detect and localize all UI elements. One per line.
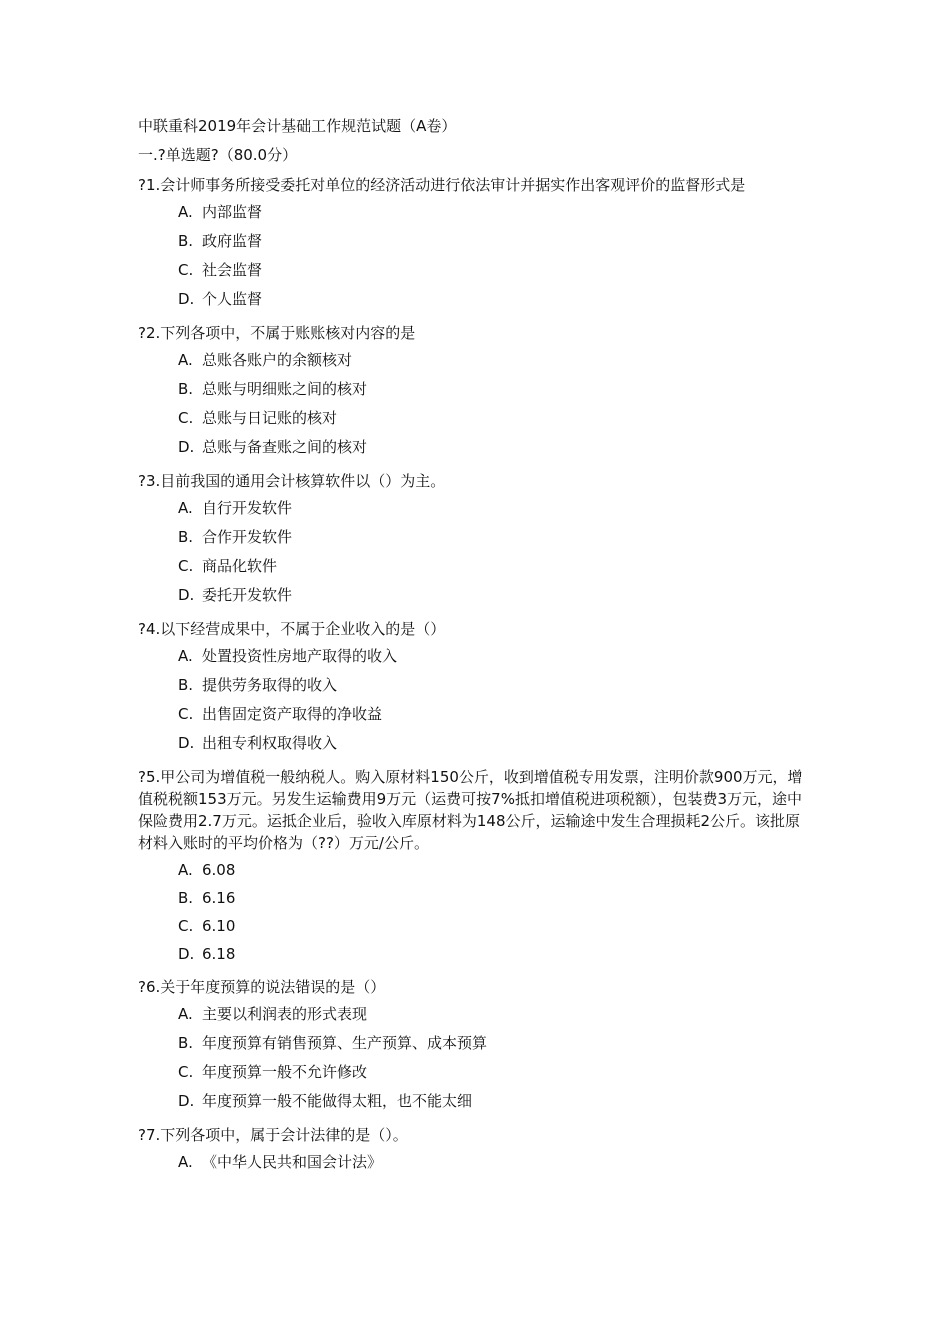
option-letter: D.: [178, 1092, 195, 1110]
option-text: 6.08: [202, 861, 236, 879]
question-3: [138, 470, 810, 614]
option-text: 委托开发软件: [202, 586, 293, 604]
question-text: ?6.关于年度预算的说法错误的是（）: [138, 978, 386, 996]
option-c: [178, 704, 810, 733]
option-list: [178, 1152, 810, 1181]
option-list: [178, 202, 810, 318]
option-list: [178, 646, 810, 762]
option-letter: C.: [178, 917, 194, 935]
option-letter: A.: [178, 647, 193, 665]
option-c: [178, 1062, 810, 1091]
option-text: 总账与备查账之间的核对: [202, 438, 368, 456]
question-7: [138, 1124, 810, 1181]
option-letter: D.: [178, 734, 195, 752]
option-text: 总账各账户的余额核对: [202, 351, 353, 369]
option-a: [178, 646, 810, 675]
option-d: [178, 289, 810, 318]
option-a: [178, 1152, 810, 1181]
question-6: [138, 976, 810, 1120]
question-text: ?2.下列各项中，不属于账账核对内容的是: [138, 324, 416, 342]
option-d: [178, 1091, 810, 1120]
option-letter: A.: [178, 351, 193, 369]
option-letter: B.: [178, 528, 194, 546]
option-c: [178, 408, 810, 437]
option-text: 6.10: [202, 917, 236, 935]
option-d: [178, 733, 810, 762]
option-text: 年度预算一般不能做得太粗，也不能太细: [202, 1092, 473, 1110]
option-letter: C.: [178, 557, 194, 575]
option-text: 总账与明细账之间的核对: [202, 380, 368, 398]
option-text: 商品化软件: [202, 557, 278, 575]
document-title: 中联重科2019年会计基础工作规范试题（A卷）: [138, 117, 457, 135]
document-content: [138, 116, 810, 1181]
option-a: [178, 202, 810, 231]
option-text: 主要以利润表的形式表现: [202, 1005, 368, 1023]
option-letter: D.: [178, 290, 195, 308]
question-4: [138, 618, 810, 762]
option-list: [178, 860, 810, 972]
option-letter: A.: [178, 861, 193, 879]
question-2: [138, 322, 810, 466]
option-c: [178, 260, 810, 289]
option-b: [178, 1033, 810, 1062]
option-letter: C.: [178, 261, 194, 279]
option-a: [178, 1004, 810, 1033]
option-b: [178, 675, 810, 704]
question-text: ?5.甲公司为增值税一般纳税人。购入原材料150公斤，收到增值税专用发票，注明价款900万元，增值税税额153万元。另发生运输费用9万元（运费可按7%抵扣增值税进项税额），包装费3万元，途中保险费用2.7万元。运抵企业后，验收入库原材料为148公斤，运输途中发生合理损耗2公斤。该批原材料入账时的平均价格为（??）万元/公斤。: [138, 768, 803, 852]
option-d: [178, 437, 810, 466]
option-letter: B.: [178, 380, 194, 398]
option-letter: A.: [178, 203, 193, 221]
option-text: 出租专利权取得收入: [202, 734, 338, 752]
question-text: ?4.以下经营成果中，不属于企业收入的是（）: [138, 620, 446, 638]
option-text: 6.18: [202, 945, 236, 963]
option-text: 6.16: [202, 889, 236, 907]
option-letter: C.: [178, 409, 194, 427]
option-list: [178, 350, 810, 466]
option-text: 提供劳务取得的收入: [202, 676, 338, 694]
option-text: 个人监督: [202, 290, 263, 308]
option-letter: D.: [178, 438, 195, 456]
option-letter: A.: [178, 1005, 193, 1023]
option-text: 社会监督: [202, 261, 263, 279]
option-a: [178, 860, 810, 888]
option-b: [178, 231, 810, 260]
option-letter: A.: [178, 499, 193, 517]
option-text: 《中华人民共和国会计法》: [202, 1153, 383, 1171]
option-text: 自行开发软件: [202, 499, 293, 517]
option-b: [178, 527, 810, 556]
option-list: [178, 1004, 810, 1120]
option-letter: B.: [178, 1034, 194, 1052]
option-b: [178, 888, 810, 916]
question-text: ?7.下列各项中，属于会计法律的是（）。: [138, 1126, 408, 1144]
question-text: ?3.目前我国的通用会计核算软件以（）为主。: [138, 472, 446, 490]
option-text: 内部监督: [202, 203, 263, 221]
option-letter: B.: [178, 676, 194, 694]
option-d: [178, 585, 810, 614]
option-letter: C.: [178, 1063, 194, 1081]
option-d: [178, 944, 810, 972]
option-c: [178, 916, 810, 944]
option-letter: B.: [178, 889, 194, 907]
option-letter: B.: [178, 232, 194, 250]
question-text: ?1.会计师事务所接受委托对单位的经济活动进行依法审计并据实作出客观评价的监督形式是: [138, 176, 746, 194]
option-text: 处置投资性房地产取得的收入: [202, 647, 398, 665]
section-heading: 一.?单选题?（80.0分）: [138, 146, 298, 164]
option-text: 年度预算有销售预算、生产预算、成本预算: [202, 1034, 488, 1052]
option-a: [178, 350, 810, 379]
option-letter: D.: [178, 945, 195, 963]
option-text: 出售固定资产取得的净收益: [202, 705, 383, 723]
question-5: [138, 766, 810, 972]
option-text: 政府监督: [202, 232, 263, 250]
option-c: [178, 556, 810, 585]
option-letter: C.: [178, 705, 194, 723]
question-1: [138, 174, 810, 318]
option-letter: D.: [178, 586, 195, 604]
option-a: [178, 498, 810, 527]
option-text: 总账与日记账的核对: [202, 409, 338, 427]
option-text: 年度预算一般不允许修改: [202, 1063, 368, 1081]
option-b: [178, 379, 810, 408]
option-list: [178, 498, 810, 614]
option-text: 合作开发软件: [202, 528, 293, 546]
option-letter: A.: [178, 1153, 193, 1171]
